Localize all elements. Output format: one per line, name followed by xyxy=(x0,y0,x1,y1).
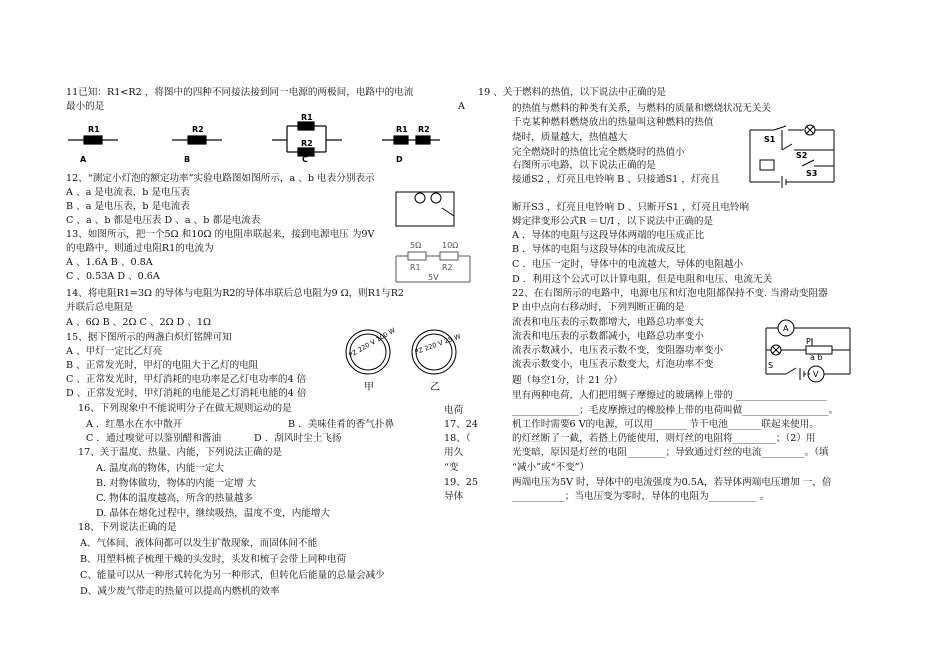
overflow-fragment: 电荷 xyxy=(444,405,464,416)
q21-option-c: C ．电压一定时，导体中的电流越大，导体的电阻越小 xyxy=(512,259,744,270)
lamp2-nameplate-text: PZ 220 V 25 W xyxy=(413,332,462,357)
q18-stem: 18、下列说法正确的是 xyxy=(78,522,177,533)
q12-circuit-figure xyxy=(392,186,462,234)
fill-q26-line1: 两端电压为5V 时，导体中的电流强度为0.5A，若导体两端电压增加 一，倍 xyxy=(512,477,832,488)
q19-stem: 19 、关于燃料的热值，以下说法中正确的是 xyxy=(478,87,666,98)
q17-option-d: D. 晶体在熔化过程中，继续吸热，温度不变，内能增大 xyxy=(96,508,331,519)
q14-options: A 、6Ω B 、2Ω C 、2Ω D 、1Ω xyxy=(66,317,211,328)
overflow-fragment: 19、25 xyxy=(444,477,479,488)
q15-stem: 15、据下图所示的两盏白炽灯铭牌可知 xyxy=(66,332,232,343)
overflow-fragment: “变 xyxy=(444,462,459,473)
q13-stem: 13、如图所示，把一个5Ω 和10Ω 的电阻串联起来，接到电源电压 为9V xyxy=(66,229,375,240)
q11-c-r1: R1 xyxy=(301,113,313,122)
q22-option-a: 流表和电压表的示数都增大，电路总功率变大 xyxy=(512,317,704,328)
q20-stem: 右图所示电路，以下说法正确的是 xyxy=(512,160,656,171)
q11-stem-cont: 最小的是 xyxy=(66,101,105,112)
q19-line4: 烧时，质量越大，热值越大 xyxy=(512,132,628,143)
q20-options-a-b: 接通S2 ，灯亮且电铃响 B 、只接通S1 ，灯亮且 xyxy=(512,174,720,185)
q13-fig-voltage: 5V xyxy=(428,273,439,282)
q15-lamp-nameplates xyxy=(342,328,462,408)
q17-option-c: C. 物体的温度越高，所含的热量越多 xyxy=(96,493,254,504)
q15-option-d: D 、正常发光时，甲灯消耗的电能是乙灯消耗电能的4 倍 xyxy=(66,388,307,399)
q17-option-a: A. 温度高的物体，内能一定大 xyxy=(96,463,225,474)
q13-options-c-d: C 、0.53A D 、0.6A xyxy=(66,271,160,282)
fill-q25-line1: 的灯丝断了一截，若搭上仍能使用，则灯丝的电阻将_________；（2）用 xyxy=(512,433,816,444)
q13-stem-cont: 的电路中，则通过电阻R1的电流为 xyxy=(66,243,214,254)
q20-fig-s3: S3 xyxy=(806,169,818,178)
q11-label-c: C xyxy=(302,155,308,164)
q15-option-b: B 、正常发光时，甲灯的电阻大于乙灯的电阻 xyxy=(66,360,259,371)
q14-stem: 14、将电阻R1=3Ω 的导体与电阻为R2的导体串联后总电阻为9 Ω，则R1与R2 xyxy=(66,288,405,299)
overflow-fragment: 导体 xyxy=(444,491,464,502)
q12-option-b: B 、a 是电压表，b 是电流表 xyxy=(66,201,190,212)
q21-option-b: B ．导体的电阻与这段导体的电流成反比 xyxy=(512,244,686,255)
q16-option-c: C ．通过嗅觉可以鉴别醋和酱油 xyxy=(86,433,222,444)
q22-fig-slider: P xyxy=(806,337,811,346)
q13-fig-r1: 5Ω xyxy=(410,241,422,250)
q17-stem: 17、关于温度、热量、内能，下列说法正确的是 xyxy=(78,447,283,458)
q11-label-b: B xyxy=(184,155,191,164)
q13-options-a-b: A 、1.6A B 、0.8A xyxy=(66,257,153,268)
q11-stem: 11已知：R1<R2 ，将图中的四种不同接法接到同一电源的两极间，电路中的电流 xyxy=(66,87,414,98)
q22-option-c: 流表示数减小，电压表示数不变，变阻器功率变小 xyxy=(512,345,724,356)
fill-q23-line1: 里有两种电荷，人们把用绸子摩擦过的玻璃棒上带的 ___________________ xyxy=(512,390,827,401)
q22-fig-ends: a b xyxy=(810,353,823,362)
q20-circuit-figure xyxy=(742,124,842,190)
q13-fig-r2: 10Ω xyxy=(442,241,459,250)
q21-option-d: D ．利用这个公式可以计算电阻，但是电阻和电压、电流无关 xyxy=(512,274,773,285)
q22-option-d: 流表示数变小，电压表示数变大，灯泡功率不变 xyxy=(512,359,714,370)
overflow-fragment: 18、（ xyxy=(444,433,471,444)
lamp1-nameplate-text: PZ 220 V 100 W xyxy=(347,326,397,360)
q11-label-a: A xyxy=(80,155,87,164)
q22-fig-switch: S xyxy=(768,361,774,370)
q11-c-r2: R2 xyxy=(301,139,313,148)
q20-options-c-d: 断开S3 ，灯亮且电铃响 D 、只断开S1 ，灯亮且电铃响 xyxy=(512,202,750,213)
fill-q25-line2: 光变暗，原因是灯丝的电阻________；导致通过灯丝的电流_________。（填 xyxy=(512,447,829,458)
q13-fig-n1: R1 xyxy=(410,263,421,272)
q22-fig-ammeter: A xyxy=(783,324,789,333)
q17-option-b: B. 对物体做功，物体的内能一定增 大 xyxy=(96,478,257,489)
q22-circuit-figure xyxy=(760,318,860,384)
q12-stem: 12、“测定小灯泡的额定功率”实验电路图如图所示，a 、b 电表分别表示 xyxy=(66,173,375,184)
fill-q25-line3: “减小”或“不变”） xyxy=(512,462,590,473)
lamp1-label: 甲 xyxy=(364,382,374,393)
q21-stem: 姆定律变形公式R ＝U/I ，以下说法中正确的是 xyxy=(512,216,714,227)
q18-option-a: A、气体间、液体间都可以发生扩散现象，而固体间不能 xyxy=(80,538,318,549)
overflow-fragment: 用久 xyxy=(444,447,464,458)
q11-label-d: D xyxy=(396,155,403,164)
q22-stem: 22、在右图所示的电路中，电源电压和灯泡电阻都保持不变. 当滑动变阻器 xyxy=(512,288,828,299)
q13-fig-n2: R2 xyxy=(442,263,453,272)
overflow-fragment: 17、24 xyxy=(444,419,479,430)
q13-circuit-figure xyxy=(396,238,476,288)
q16-option-d: D ．刮风时尘土飞扬 xyxy=(254,433,342,444)
q20-fig-s2: S2 xyxy=(796,151,808,160)
q11-d-r2: R2 xyxy=(418,125,430,134)
q22-stem-cont: P 由中点向右移动时，下列判断正确的是 xyxy=(512,302,685,313)
q19-line5: 完全燃烧时的热值比完全燃烧时的热值小 xyxy=(512,147,685,158)
q20-fig-s1: S1 xyxy=(764,135,776,144)
fill-section-title: 题（每空1分，计 21 分） xyxy=(512,375,623,386)
q16-option-a: A ．红墨水在水中散开 xyxy=(86,419,183,430)
q19-line2: 的热值与燃料的种类有关系，与燃料的质量和燃烧状况无关关 xyxy=(512,103,772,114)
q19-option-a-mark: A xyxy=(458,101,465,112)
q18-option-d: D、减少废气带走的热量可以提高内燃机的效率 xyxy=(80,586,280,597)
q15-option-c: C 、正常发光时，甲灯消耗的电功率是乙灯电功率的4 倍 xyxy=(66,374,307,385)
lamp2-label: 乙 xyxy=(430,382,440,393)
q12-option-c-d: C 、a 、b 都是电压表 D 、a 、b 都是电流表 xyxy=(66,215,261,226)
q11-b-r2: R2 xyxy=(192,125,204,134)
q11-a-r1: R1 xyxy=(88,125,100,134)
fill-q24-line: 机工作时需要6 V的电源，可以用_______ 节干电池_______联起来使用。 xyxy=(512,419,819,430)
q12-option-a: A 、a 是电流表，b 是电压表 xyxy=(66,187,190,198)
q11-figure xyxy=(62,112,462,162)
q16-stem: 16、下列现象中不能说明分子在做无规则运动的是 xyxy=(78,403,292,414)
fill-q23-line2: ______________；毛皮摩擦过的橡胶棒上带的电荷叫做__________________。 xyxy=(512,405,839,416)
q14-stem-cont: 并联后总电阻是 xyxy=(66,302,134,313)
q22-option-b: 流表和电压表的示数都减小，电路总功率变小 xyxy=(512,331,704,342)
fill-q26-line2: ___________；当电压变为零时，导体的电阻为__________ 。 xyxy=(512,491,770,502)
q19-line3: 千克某种燃料燃烧放出的热量叫这种燃料的热值 xyxy=(512,117,714,128)
q18-option-c: C、能量可以从一种形式转化为另一种形式，但转化后能量的总量会减少 xyxy=(80,570,385,581)
q15-option-a: A 、甲灯一定比乙灯亮 xyxy=(66,346,163,357)
q21-option-a: A ．导体的电阻与这段导体两端的电压成正比 xyxy=(512,230,705,241)
q16-option-b: B ．美味佳肴的香气扑鼻 xyxy=(288,419,395,430)
q22-fig-voltmeter: V xyxy=(813,370,819,379)
q18-option-b: B、用塑料梳子梳理干燥的头发时，头发和梳子会带上同种电荷 xyxy=(80,554,347,565)
q11-d-r1: R1 xyxy=(396,125,408,134)
